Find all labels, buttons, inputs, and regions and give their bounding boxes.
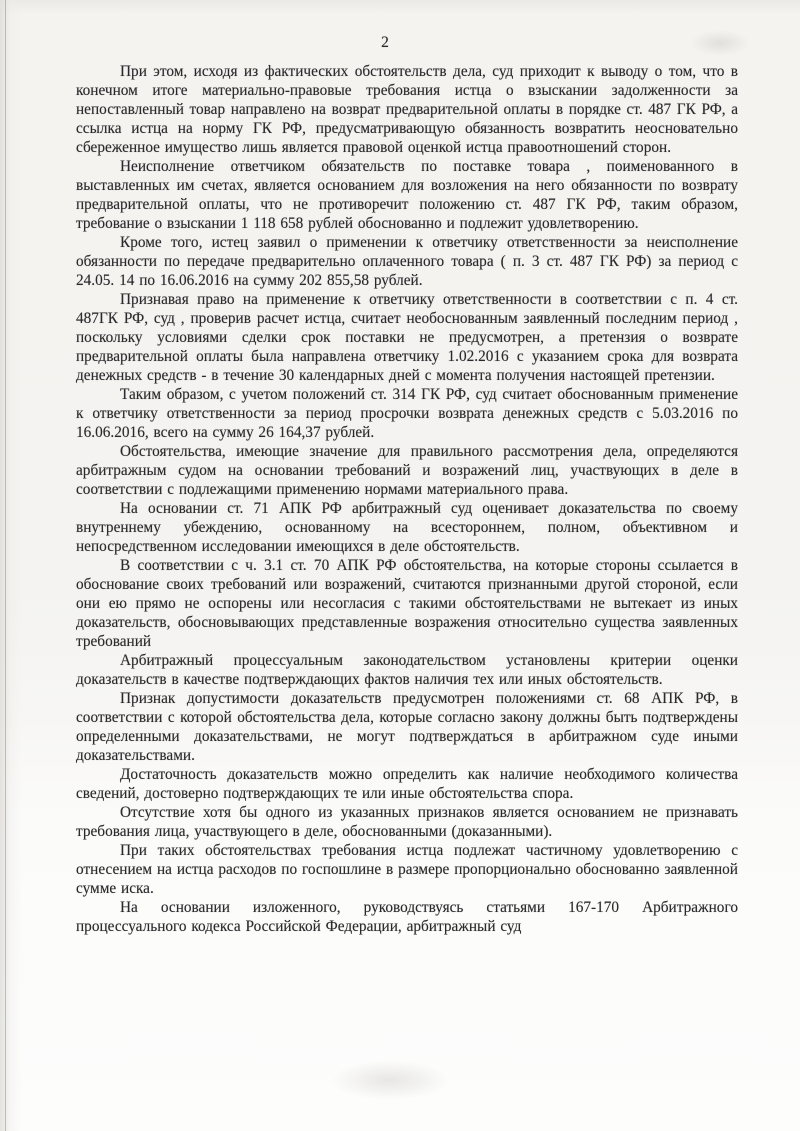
paragraph-1: При этом, исходя из фактических обстоятельств дела, суд приходит к выводу о том, что в конечном итоге материально-правовые требования истца о взыскании задолженности за непоставленный товар направлено на возврат предварительной оплаты в порядке ст. 487 ГК РФ, а ссылка истца на норму ГК РФ, предусматривающую обязанность возвратить неосновательно сбереженное имущество лишь является правовой оценкой истца правоотношений сторон. bbox=[76, 63, 738, 156]
scan-smudge bbox=[330, 1060, 450, 1100]
paragraph-12: Отсутствие хотя бы одного из указанных признаков является основанием не признавать требования лица, участвующего в деле, обоснованными (доказанными). bbox=[76, 804, 738, 840]
scan-edge-artifact bbox=[5, 0, 6, 1131]
paragraph-11: Достаточность доказательств можно определить как наличие необходимого количества сведений, достоверно подтверждающих те или иные обстоятельства спора. bbox=[76, 766, 738, 802]
paragraph-13: При таких обстоятельствах требования истца подлежат частичному удовлетворению с отнесением на истца расходов по госпошлине в размере пропорционально обоснованно заявленной сумме иска. bbox=[76, 842, 738, 897]
page-number: 2 bbox=[381, 34, 389, 51]
paragraph-5: Таким образом, с учетом положений ст. 314 ГК РФ, суд считает обоснованным применение к ответчику ответственности за период просрочки возврата денежных средств с 5.03.2016 по 16.06.2016, всего на сумму 26 164,37 рублей. bbox=[76, 386, 738, 441]
paragraph-2: Неисполнение ответчиком обязательств по поставке товара , поименованного в выставленных им счетах, является основанием для возложения на него обязанности по возврату предварительной оплаты, что не противоречит положению ст. 487 ГК РФ, таким образом, требование о взыскании 1 118 658 рублей обоснованно и подлежит удовлетворению. bbox=[76, 158, 738, 232]
document-body bbox=[76, 62, 738, 936]
paragraph-4: Признавая право на применение к ответчику ответственности в соответствии с п. 4 ст. 487ГК РФ, суд , проверив расчет истца, считает необоснованным заявленный последним период , поскольку условиями сделки срок поставки не предусмотрен, а претензия о возврате предварительной оплаты была направлена ответчику 1.02.2016 с указанием срока для возврата денежных средств - в течение 30 календарных дней с момента получения настоящей претензии. bbox=[76, 291, 738, 384]
paragraph-7: На основании ст. 71 АПК РФ арбитражный суд оценивает доказательства по своему внутреннему убеждению, основанному на всестороннем, полном, объективном и непосредственном исследовании имеющихся в деле обстоятельств. bbox=[76, 500, 738, 555]
paragraph-14: На основании изложенного, руководствуясь статьями 167-170 Арбитражного процессуального кодекса Российской Федерации, арбитражный суд bbox=[76, 899, 738, 935]
paragraph-9: Арбитражный процессуальным законодательством установлены критерии оценки доказательств в качестве подтверждающих фактов наличия тех или иных обстоятельств. bbox=[76, 652, 738, 688]
paragraph-3: Кроме того, истец заявил о применении к ответчику ответственности за неисполнение обязанности по передаче предварительно оплаченного товара ( п. 3 ст. 487 ГК РФ) за период с 24.05. 14 по 16.06.2016 на сумму 202 855,58 рублей. bbox=[76, 234, 738, 289]
paragraph-6: Обстоятельства, имеющие значение для правильного рассмотрения дела, определяются арбитражным судом на основании требований и возражений лиц, участвующих в деле в соответствии с подлежащими применению нормами материального права. bbox=[76, 443, 738, 498]
paragraph-10: Признак допустимости доказательств предусмотрен положениями ст. 68 АПК РФ, в соответствии с которой обстоятельства дела, которые согласно закону должны быть подтверждены определенными доказательствами, не могут подтверждаться в арбитражном суде иными доказательствами. bbox=[76, 690, 738, 764]
paragraph-8: В соответствии с ч. 3.1 ст. 70 АПК РФ обстоятельства, на которые стороны ссылается в обоснование своих требований или возражений, считаются признанными другой стороной, если они ею прямо не оспорены или несогласия с такими обстоятельствами не вытекает из иных доказательств, обосновывающих представленные возражения относительно существа заявленных требований bbox=[76, 557, 738, 650]
